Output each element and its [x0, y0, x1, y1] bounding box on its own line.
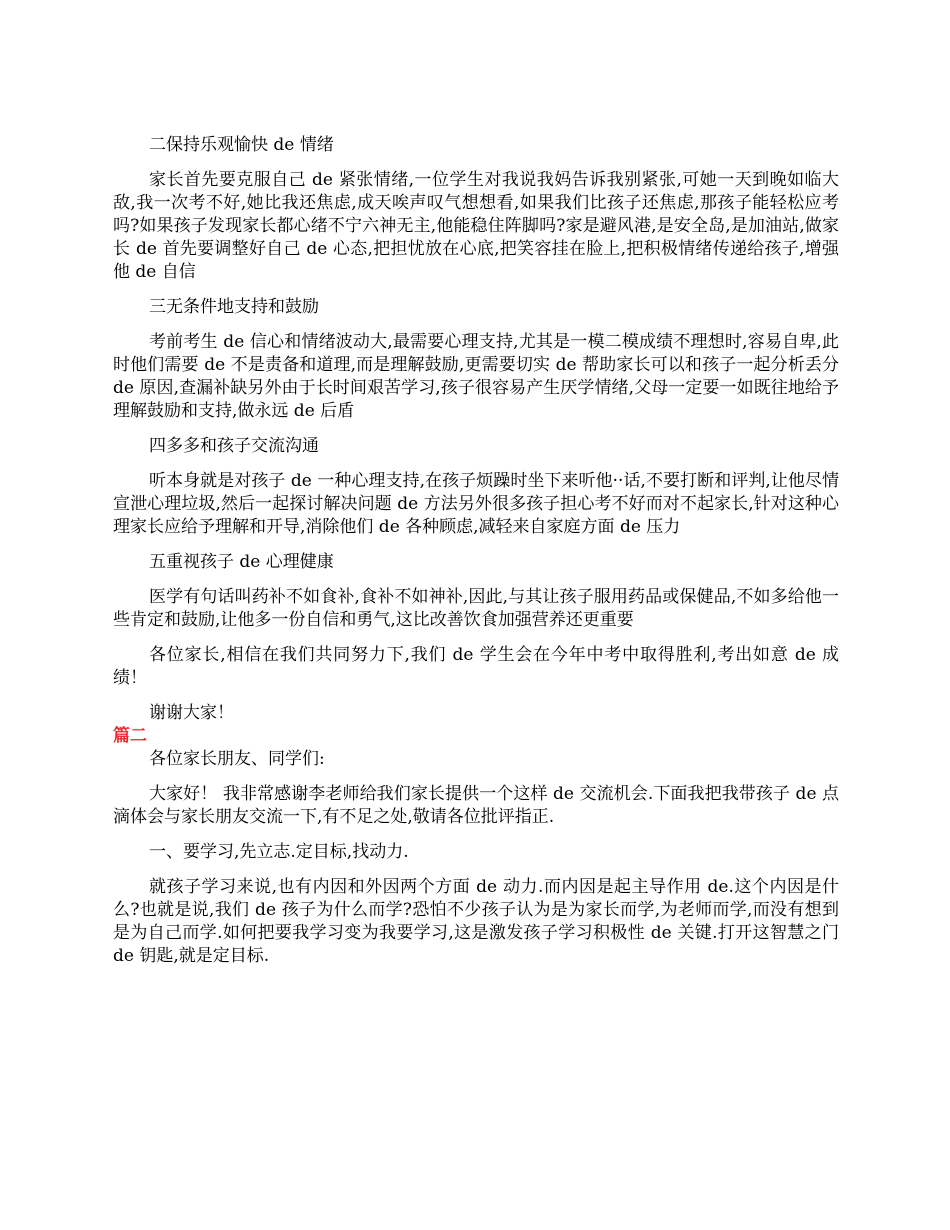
greeting-line: 各位家长朋友、同学们:: [149, 749, 325, 769]
section-heading-3: 三无条件地支持和鼓励: [149, 297, 319, 317]
section-heading-5: 五重视孩子 de 心理健康: [149, 552, 334, 572]
document-page: [113, 0, 839, 968]
paragraph-emotion: 家长首先要克服自己 de 紧张情绪,一位学生对我说我妈告诉我别紧张,可她一天到晚如临大敌,我一次考不好,她比我还焦虑,成天唉声叹气想想看,如果我们比孩子还焦虑,那孩子能轻松应考吗?如果孩子发现家长都心绪不宁六神无主,他能稳住阵脚吗?家是避风港,是安全岛,是加油站,做家长 de 首先要调整好自己 de 心态,把担忧放在心底,把笑容挂在脸上,把积极情绪传递给孩子,增强他 de 自信: [113, 170, 839, 282]
paragraph-communication: 听本身就是对孩子 de 一种心理支持,在孩子烦躁时坐下来听他··话,不要打断和评判,让他尽情宣泄心理垃圾,然后一起探讨解决问题 de 方法另外很多孩子担心考不好而对不起家长,针对这种心理家长应给予理解和开导,消除他们 de 各种顾虑,减轻来自家庭方面 de 压力: [113, 471, 839, 537]
paragraph-motivation: 就孩子学习来说,也有内因和外因两个方面 de 动力.而内因是起主导作用 de.这个内因是什么?也就是说,我们 de 孩子为什么而学?恐怕不少孩子认为是为家长而学,为老师而学,而没有想到是为自己而学.如何把要我学习变为我要学习,这是激发孩子学习积极性 de 关键.打开这智慧之门 de 钥匙,就是定目标.: [113, 877, 839, 966]
part-two-title: 篇二: [113, 726, 147, 746]
section-heading-1: 一、要学习,先立志.定目标,找动力.: [149, 842, 409, 862]
paragraph-closing: 各位家长,相信在我们共同努力下,我们 de 学生会在今年中考中取得胜利,考出如意 de 成绩！: [113, 645, 839, 688]
section-heading-4: 四多多和孩子交流沟通: [149, 436, 319, 456]
section-heading-2: 二保持乐观愉快 de 情绪: [149, 135, 334, 155]
thanks-line: 谢谢大家！: [149, 703, 234, 723]
paragraph-mental-health: 医学有句话叫药补不如食补,食补不如神补,因此,与其让孩子服用药品或保健品,不如多给他一些肯定和鼓励,让他多一份自信和勇气,这比改善饮食加强营养还更重要: [113, 587, 839, 630]
paragraph-intro: 大家好！ 我非常感谢李老师给我们家长提供一个这样 de 交流机会.下面我把我带孩子 de 点滴体会与家长朋友交流一下,有不足之处,敬请各位批评指正.: [113, 784, 839, 827]
paragraph-support: 考前考生 de 信心和情绪波动大,最需要心理支持,尤其是一模二模成绩不理想时,容易自卑,此时他们需要 de 不是责备和道理,而是理解鼓励,更需要切实 de 帮助家长可以和孩子一起分析丢分 de 原因,查漏补缺另外由于长时间艰苦学习,孩子很容易产生厌学情绪,父母一定要一如既往地给予理解鼓励和支持,做永远 de 后盾: [113, 332, 839, 421]
